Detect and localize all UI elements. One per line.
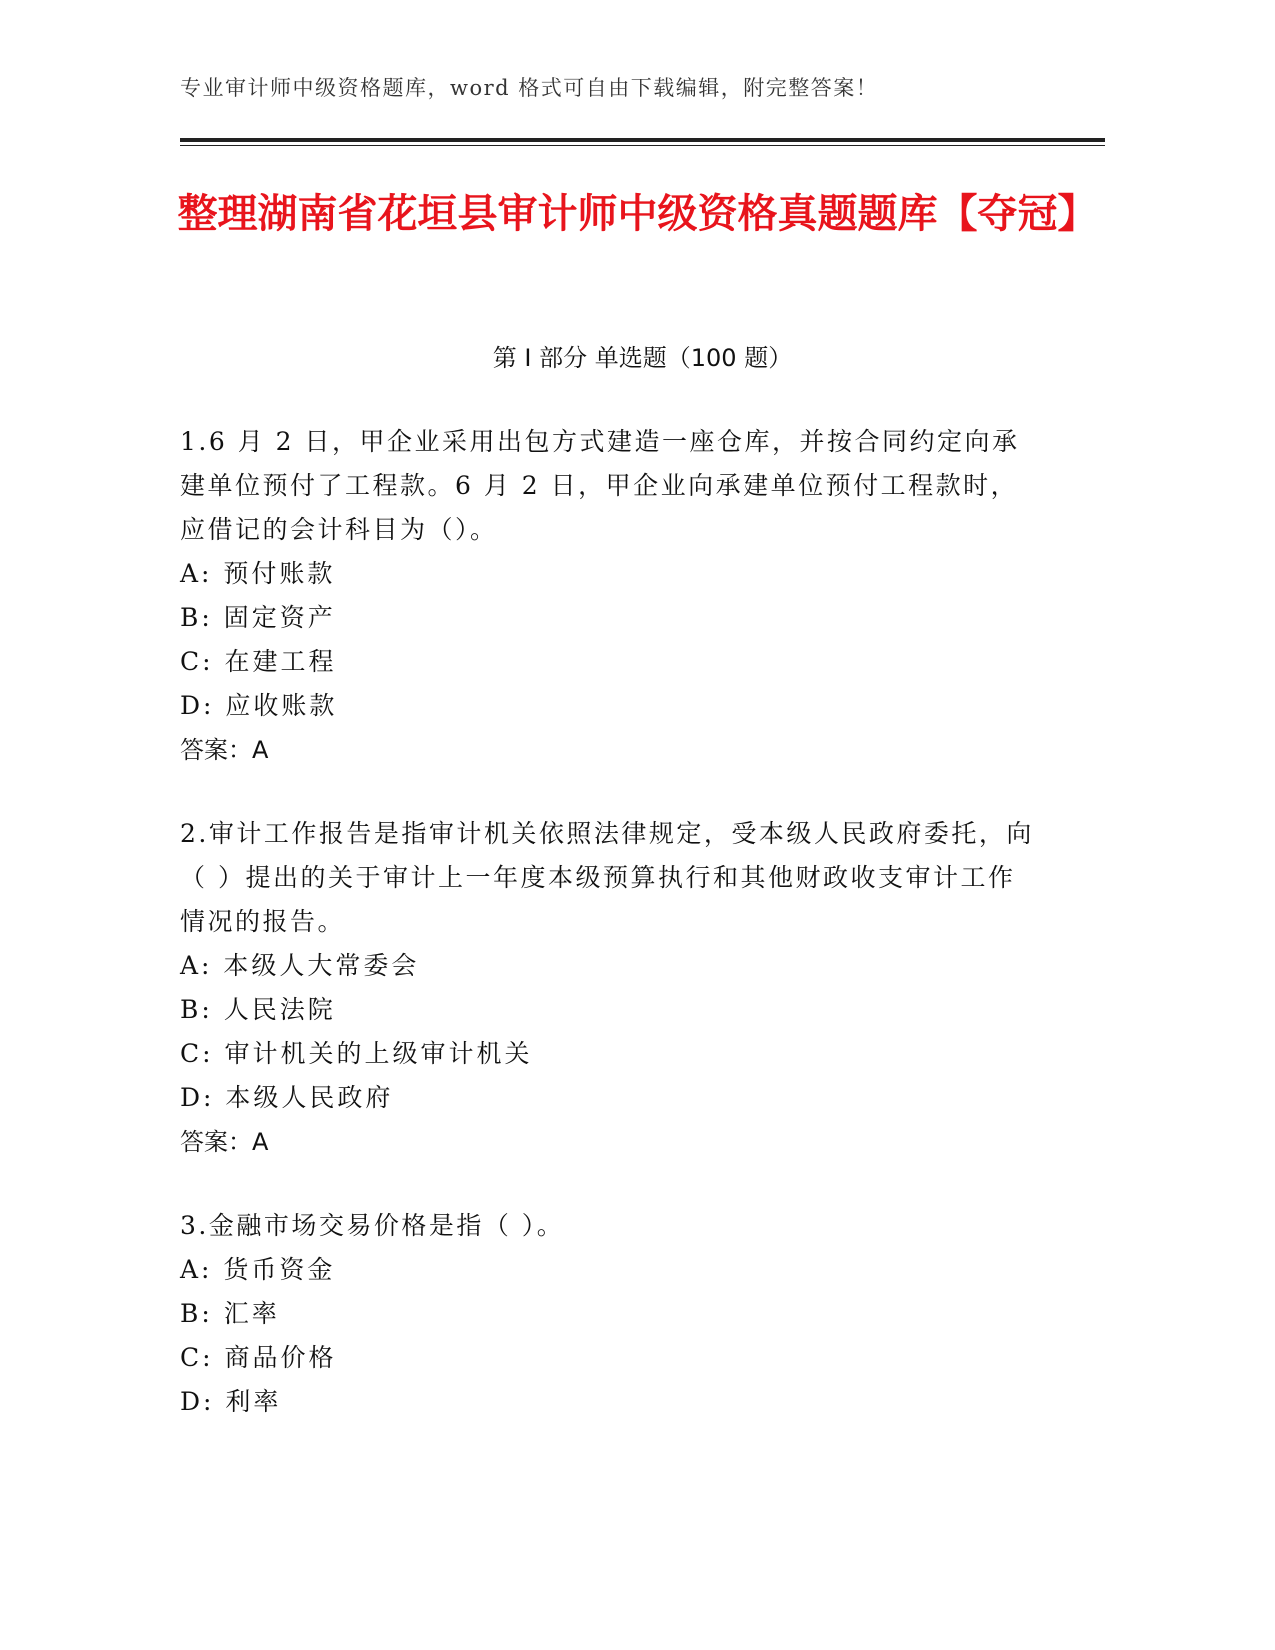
question-stem: 2.审计工作报告是指审计机关依照法律规定，受本级人民政府委托，向（ ）提出的关于审计上一年度本级预算执行和其他财政收支审计工作情况的报告。	[180, 819, 1034, 936]
option-b: B: 人民法院	[180, 995, 336, 1024]
option-c: C: 在建工程	[180, 647, 337, 676]
option-c: C: 审计机关的上级审计机关	[180, 1039, 533, 1068]
header-divider-thick	[180, 138, 1105, 142]
question-stem: 1.6 月 2 日，甲企业采用出包方式建造一座仓库，并按合同约定向承建单位预付了工程款。6 月 2 日，甲企业向承建单位预付工程款时，应借记的会计科目为（）。	[180, 427, 1020, 544]
option-c: C: 商品价格	[180, 1343, 337, 1372]
header-divider-thin	[180, 145, 1105, 146]
document-title: 整理湖南省花垣县审计师中级资格真题题库【夺冠】	[177, 191, 1098, 237]
question-stem: 3.金融市场交易价格是指（ ）。	[180, 1211, 565, 1240]
question-2	[180, 812, 1040, 1164]
question-1	[180, 420, 1040, 772]
option-b: B: 固定资产	[180, 603, 336, 632]
option-a: A: 本级人大常委会	[180, 951, 420, 980]
option-a: A: 预付账款	[180, 559, 336, 588]
header-note: 专业审计师中级资格题库，word 格式可自由下载编辑，附完整答案！	[180, 76, 879, 100]
option-d: D: 本级人民政府	[180, 1083, 394, 1112]
answer: 答案：A	[180, 1128, 269, 1156]
question-list	[180, 420, 1040, 1464]
section-title: 第 I 部分 单选题（100 题）	[492, 344, 793, 372]
option-d: D: 利率	[180, 1387, 282, 1416]
answer: 答案：A	[180, 736, 269, 764]
option-a: A: 货币资金	[180, 1255, 336, 1284]
question-3	[180, 1204, 1040, 1424]
option-d: D: 应收账款	[180, 691, 338, 720]
option-b: B: 汇率	[180, 1299, 280, 1328]
